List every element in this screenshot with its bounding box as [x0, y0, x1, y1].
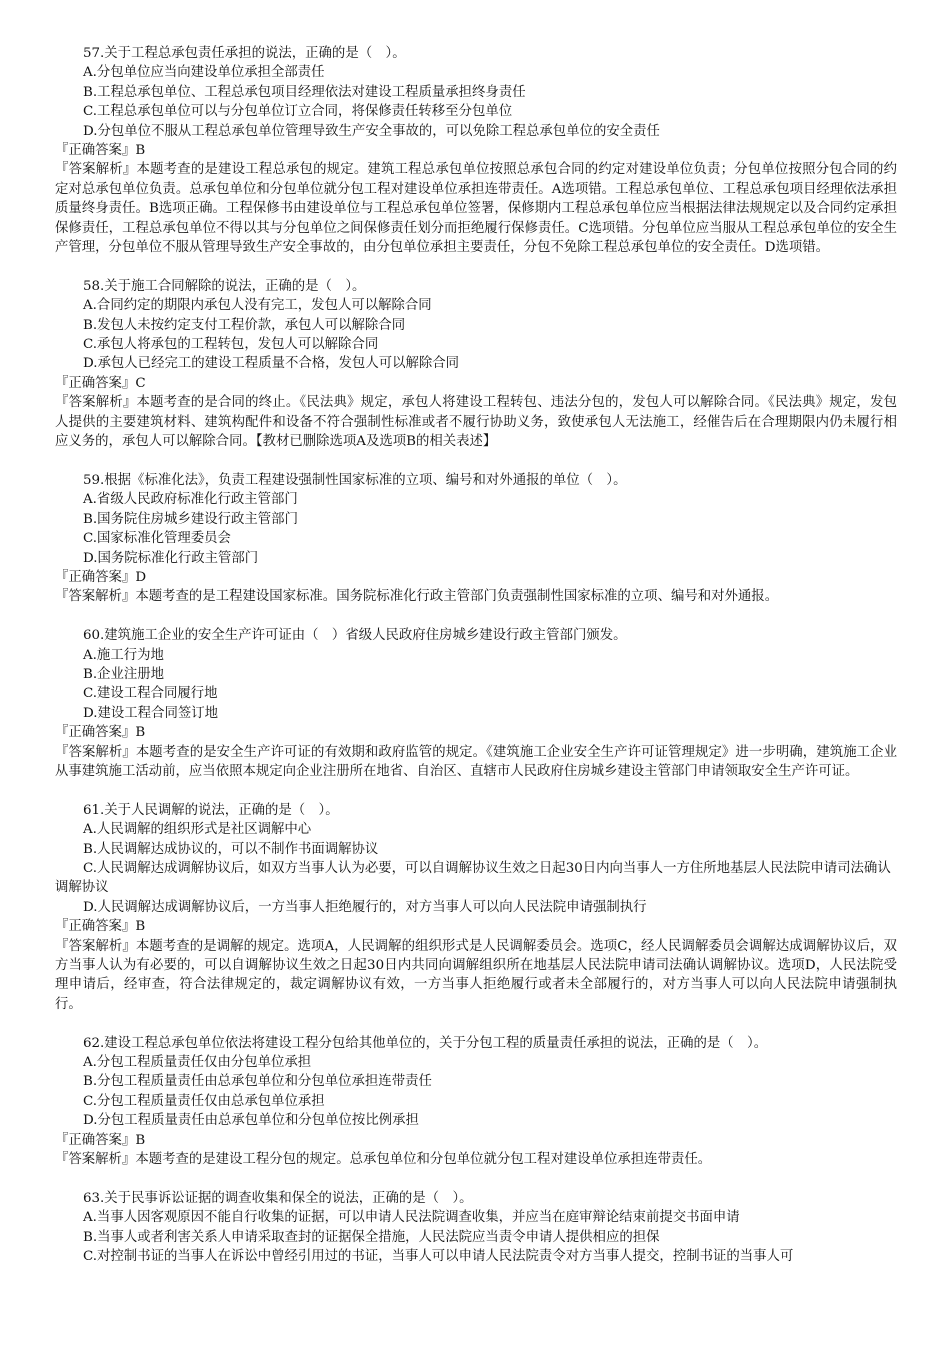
option-c: C.人民调解达成调解协议后，如双方当事人认为必要，可以自调解协议生效之日起30日内向当事人一方住所地基层人民法院申请司法确认调解协议: [55, 861, 891, 896]
option-a: A.当事人因客观原因不能自行收集的证据，可以申请人民法院调查收集，并应当在庭审辩论结束前提交书面申请: [83, 1210, 740, 1226]
option-b: B.工程总承包单位、工程总承包项目经理依法对建设工程质量承担终身责任: [83, 84, 526, 100]
correct-answer: 『正确答案』B: [55, 919, 146, 935]
question-title: 63.关于民事诉讼证据的调查收集和保全的说法，正确的是（ ）。: [83, 1190, 473, 1206]
correct-answer: 『正确答案』B: [55, 143, 146, 159]
correct-answer: 『正确答案』B: [55, 725, 146, 741]
correct-answer: 『正确答案』B: [55, 1132, 146, 1148]
option-a: A.省级人民政府标准化行政主管部门: [83, 492, 298, 508]
option-c: C.对控制书证的当事人在诉讼中曾经引用过的书证，当事人可以申请人民法院责令对方当事人提交，控制书证的当事人可: [83, 1249, 794, 1265]
option-c: C.国家标准化管理委员会: [83, 531, 231, 547]
option-b: B.国务院住房城乡建设行政主管部门: [83, 511, 298, 527]
option-a: A.分包单位应当向建设单位承担全部责任: [83, 65, 325, 81]
question-59: [55, 471, 897, 607]
question-title: 62.建设工程总承包单位依法将建设工程分包给其他单位的，关于分包工程的质量责任承担的说法，正确的是（ ）。: [83, 1035, 768, 1051]
answer-analysis: 『答案解析』本题考查的是建设工程分包的规定。总承包单位和分包单位就分包工程对建设单位承担连带责任。: [55, 1152, 712, 1168]
answer-analysis: 『答案解析』本题考查的是安全生产许可证的有效期和政府监管的规定。《建筑施工企业安全生产许可证管理规定》进一步明确，建筑施工企业从事建筑施工活动前，应当依照本规定向企业注册所在地省、自治区、直辖市人民政府住房城乡建设主管部门申请领取安全生产许可证。: [55, 744, 897, 779]
answer-analysis: 『答案解析』本题考查的是建设工程总承包的规定。建筑工程总承包单位按照总承包合同的约定对建设单位负责；分包单位按照分包合同的约定对总承包单位负责。总承包单位和分包单位就分包工程对建设单位承担连带责任。A选项错。工程总承包单位、工程总承包项目经理依法承担质量终身责任。B选项正确。工程保修书由建设单位与工程总承包单位签署，保修期内工程总承包单位应当根据法律法规规定以及合同约定承担保修责任，工程总承包单位不得以其与分包单位之间保修责任划分而拒绝履行保修责任。C选项错。分包单位应当服从工程总承包单位的安全生产管理，分包单位不服从管理导致生产安全事故的，由分包单位承担主要责任，分包不免除工程总承包单位的安全责任。D选项错。: [55, 162, 897, 256]
option-a: A.分包工程质量责任仅由分包单位承担: [83, 1055, 312, 1071]
question-title: 57.关于工程总承包责任承担的说法，正确的是（ ）。: [83, 46, 406, 61]
correct-answer: 『正确答案』C: [55, 375, 146, 391]
option-b: B.当事人或者利害关系人申请采取查封的证据保全措施，人民法院应当责令申请人提供相应的担保: [83, 1229, 660, 1245]
option-b: B.发包人未按约定支付工程价款，承包人可以解除合同: [83, 317, 406, 333]
question-title: 58.关于施工合同解除的说法，正确的是（ ）。: [83, 278, 366, 294]
option-a: A.施工行为地: [83, 647, 164, 663]
option-c: C.工程总承包单位可以与分包单位订立合同，将保修责任转移至分包单位: [83, 104, 513, 120]
question-58: [55, 277, 897, 452]
option-a: A.人民调解的组织形式是社区调解中心: [83, 822, 312, 838]
option-b: B.人民调解达成协议的，可以不制作书面调解协议: [83, 841, 379, 857]
question-61: [55, 801, 897, 1014]
option-d: D.承包人已经完工的建设工程质量不合格，发包人可以解除合同: [83, 356, 460, 372]
question-title: 60.建筑施工企业的安全生产许可证由（ ）省级人民政府住房城乡建设行政主管部门颁发。: [83, 628, 627, 644]
option-c: C.分包工程质量责任仅由总承包单位承担: [83, 1093, 325, 1109]
option-b: B.企业注册地: [83, 666, 165, 682]
option-c: C.承包人将承包的工程转包，发包人可以解除合同: [83, 337, 379, 353]
question-57: [55, 44, 897, 257]
document-page: [55, 44, 897, 1286]
question-63: [55, 1189, 897, 1267]
answer-analysis: 『答案解析』本题考查的是调解的规定。选项A，人民调解的组织形式是人民调解委员会。选项C，经人民调解委员会调解达成调解协议后，双方当事人认为有必要的，可以自调解协议生效之日起30日内共同向调解组织所在地基层人民法院申请司法确认调解协议。选项D，人民法院受理申请后，经审查，符合法律规定的，裁定调解协议有效，一方当事人拒绝履行或者未全部履行的，对方当事人可以向人民法院申请强制执行。: [55, 938, 897, 1012]
question-title: 59.根据《标准化法》，负责工程建设强制性国家标准的立项、编号和对外通报的单位（ ）。: [83, 472, 627, 488]
option-d: D.分包工程质量责任由总承包单位和分包单位按比例承担: [83, 1113, 419, 1129]
option-d: D.分包单位不服从工程总承包单位管理导致生产安全事故的，可以免除工程总承包单位的安全责任: [83, 123, 660, 139]
option-c: C.建设工程合同履行地: [83, 686, 218, 702]
option-d: D.人民调解达成调解协议后，一方当事人拒绝履行的，对方当事人可以向人民法院申请强制执行: [83, 899, 647, 915]
option-d: D.建设工程合同签订地: [83, 705, 219, 721]
option-a: A.合同约定的期限内承包人没有完工，发包人可以解除合同: [83, 298, 432, 314]
correct-answer: 『正确答案』D: [55, 569, 147, 585]
option-d: D.国务院标准化行政主管部门: [83, 550, 259, 566]
question-62: [55, 1034, 897, 1170]
question-title: 61.关于人民调解的说法，正确的是（ ）。: [83, 802, 339, 818]
answer-analysis: 『答案解析』本题考查的是合同的终止。《民法典》规定，承包人将建设工程转包、违法分包的，发包人可以解除合同。《民法典》规定，发包人提供的主要建筑材料、建筑构配件和设备不符合强制性标准或者不履行协助义务，致使承包人无法施工，经催告后在合理期限内仍未履行相应义务的，承包人可以解除合同。【教材已删除选项A及选项B的相关表述】: [55, 395, 897, 450]
option-b: B.分包工程质量责任由总承包单位和分包单位承担连带责任: [83, 1074, 432, 1090]
answer-analysis: 『答案解析』本题考查的是工程建设国家标准。国务院标准化行政主管部门负责强制性国家标准的立项、编号和对外通报。: [55, 589, 779, 605]
question-60: [55, 626, 897, 781]
